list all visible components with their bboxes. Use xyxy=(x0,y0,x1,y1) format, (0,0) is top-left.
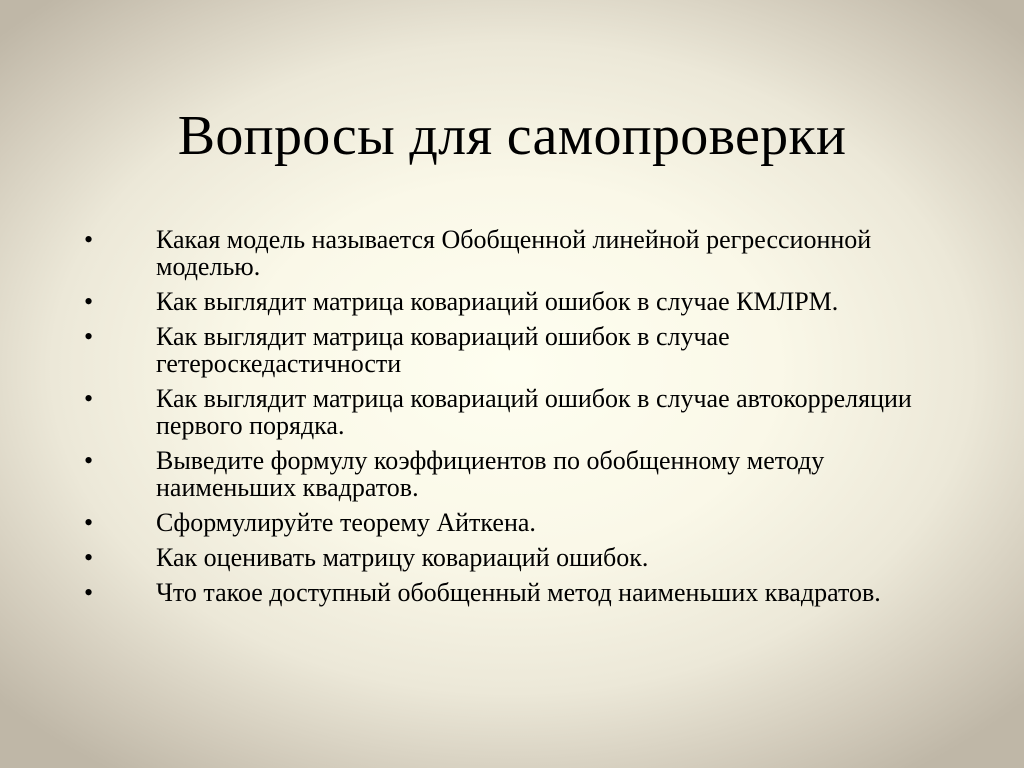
list-item xyxy=(84,579,924,606)
list-item-text: Как выглядит матрица ковариаций ошибок в случае автокорреляции первого порядка. xyxy=(156,384,912,440)
slide-title: Вопросы для самопроверки xyxy=(177,105,847,167)
question-list xyxy=(84,226,924,614)
list-item xyxy=(84,447,924,501)
list-item xyxy=(84,323,924,377)
bullet-icon: • xyxy=(84,322,94,351)
list-item xyxy=(84,288,924,315)
list-item xyxy=(84,509,924,536)
bullet-icon: • xyxy=(84,384,94,413)
list-item-text: Выведите формулу коэффициентов по обобщенному методу наименьших квадратов. xyxy=(156,446,825,502)
bullet-icon: • xyxy=(84,225,94,254)
list-item xyxy=(84,385,924,439)
list-item-text: Как выглядит матрица ковариаций ошибок в случае гетероскедастичности xyxy=(156,322,730,378)
list-item-text: Какая модель называется Обобщенной линейной регрессионной моделью. xyxy=(156,225,872,281)
bullet-icon: • xyxy=(84,287,94,316)
list-item-text: Как выглядит матрица ковариаций ошибок в случае КМЛРМ. xyxy=(156,287,839,316)
bullet-icon: • xyxy=(84,508,94,537)
list-item-text: Как оценивать матрицу ковариаций ошибок. xyxy=(156,543,649,572)
bullet-icon: • xyxy=(84,543,94,572)
bullet-icon: • xyxy=(84,446,94,475)
list-item xyxy=(84,226,924,280)
bullet-icon: • xyxy=(84,578,94,607)
list-item xyxy=(84,544,924,571)
list-item-text: Сформулируйте теорему Айткена. xyxy=(156,508,536,537)
list-item-text: Что такое доступный обобщенный метод наименьших квадратов. xyxy=(156,578,881,607)
